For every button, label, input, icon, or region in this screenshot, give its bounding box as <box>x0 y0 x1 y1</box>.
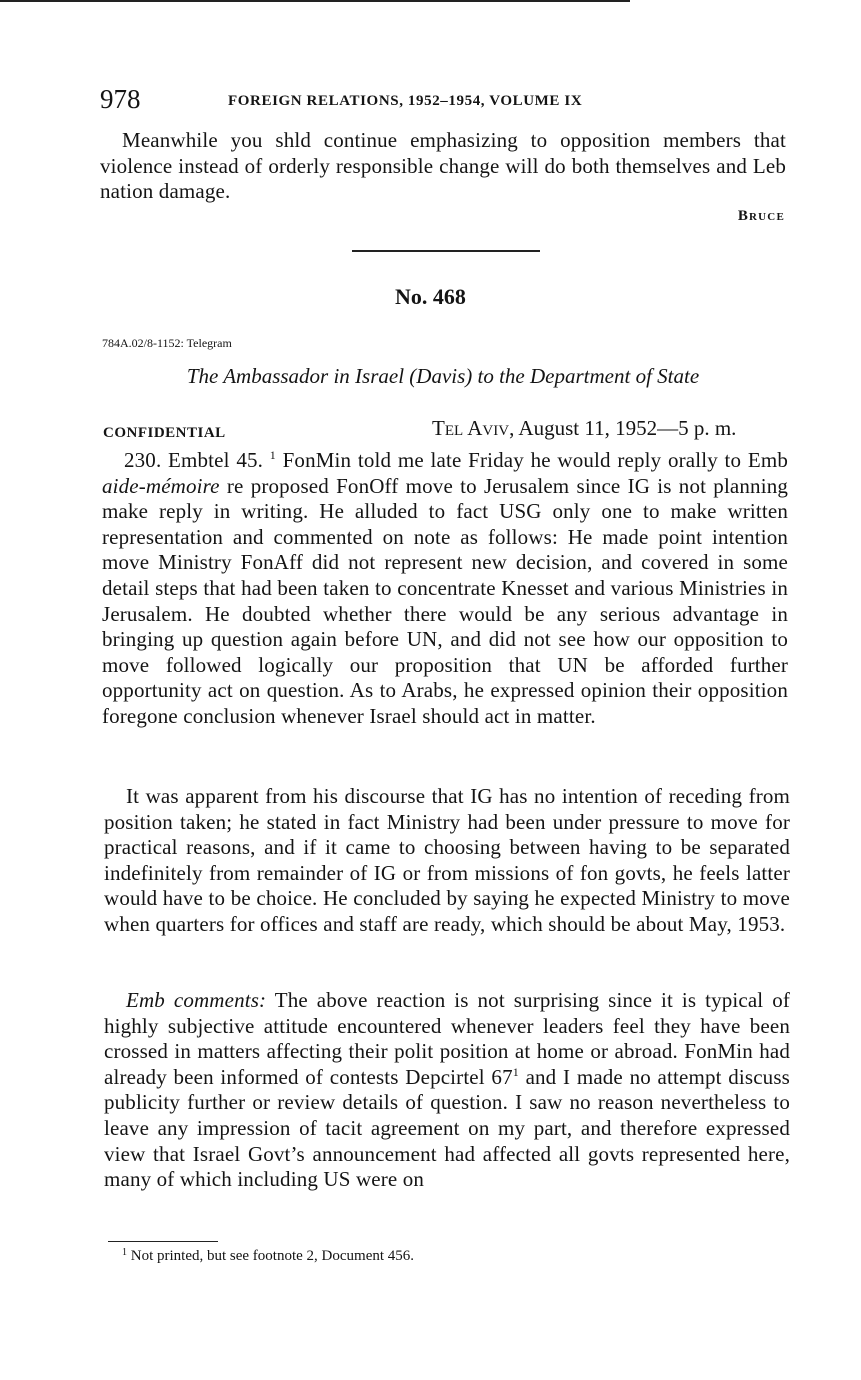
continuation-paragraph: Meanwhile you shld continue emphasizing to opposition members that violence instead of orderly responsible change will do both themselves and Leb nation damage. <box>100 128 786 204</box>
top-edge-rule <box>0 0 630 2</box>
footnote <box>122 1248 414 1265</box>
document-heading: The Ambassador in Israel (Davis) to the Department of State <box>186 364 700 388</box>
footnote-marker: 1 <box>122 1247 127 1258</box>
footnote-rule <box>108 1241 218 1242</box>
page-number: 978 <box>100 84 141 114</box>
document-number: No. 468 <box>395 284 466 309</box>
telegram-number: 230. Embtel 45. <box>124 448 264 472</box>
signature: Bruce <box>737 208 785 224</box>
dateline-place: Tel Aviv <box>432 416 510 440</box>
body-text: and I made no attempt discuss publicity further or review details of question. I saw no reason nevertheless to leave any impression of tacit agreement on my part, and therefore expressed view that Israel Govt’s announcement had affected all govts represented here, many of which including US were on <box>104 1064 790 1192</box>
footnote-reference: 1 <box>512 1064 519 1079</box>
footnote-text: Not printed, but see footnote 2, Document 456. <box>127 1248 415 1264</box>
body-paragraph-2: It was apparent from his discourse that IG has no intention of receding from position taken; he stated in fact Ministry had been under pressure to move for practical reasons, and if it came to choosing between having to be separated indefinitely from remainder of IG or from missions of fon govts, he feels latter would have to be choice. He concluded by saying he expected Ministry to move when quarters for offices and staff are ready, which should be about May, 1953. <box>104 784 790 936</box>
dateline-date: , August 11, 1952—5 p. m. <box>509 416 737 440</box>
body-text: FonMin told me late Friday he would reply orally to Emb <box>275 448 789 472</box>
emphasis-term: aide-mémoire <box>102 473 220 498</box>
source-note: 784A.02/8-1152: Telegram <box>102 336 232 350</box>
dateline <box>432 416 736 441</box>
page-header <box>100 84 790 118</box>
body-text: re proposed FonOff move to Jerusalem since IG is not planning make reply in writing. He alluded to fact USG only one to make written representation and commented on note as follows: He made point intention move Ministry FonAff did not represent new decision, and covered in some detail steps that had been taken to concentrate Knesset and various Ministries in Jerusalem. He doubted whether there would be any serious advantage in bringing up question again before UN, and did not see how our opposition to move followed logically our proposition that UN be afforded further opportunity act on question. As to Arabs, he expressed opinion their opposition foregone conclusion whenever Israel should act in matter. <box>102 473 788 728</box>
body-text: The above reaction is not surprising since it is typical of highly subjective attitude encountered whenever leaders feel they have been crossed in matters affecting their polit position at home or abroad. FonMin had already been informed of contests Depcirtel 67 <box>104 988 790 1089</box>
body-paragraph-1 <box>102 448 788 730</box>
body-paragraph-3 <box>104 988 790 1193</box>
running-head: FOREIGN RELATIONS, 1952–1954, VOLUME IX <box>228 93 583 109</box>
footnote-reference: 1 <box>269 448 276 462</box>
section-divider <box>352 250 540 252</box>
classification-marking: CONFIDENTIAL <box>103 425 226 441</box>
comment-label: Emb comments: <box>126 988 267 1012</box>
